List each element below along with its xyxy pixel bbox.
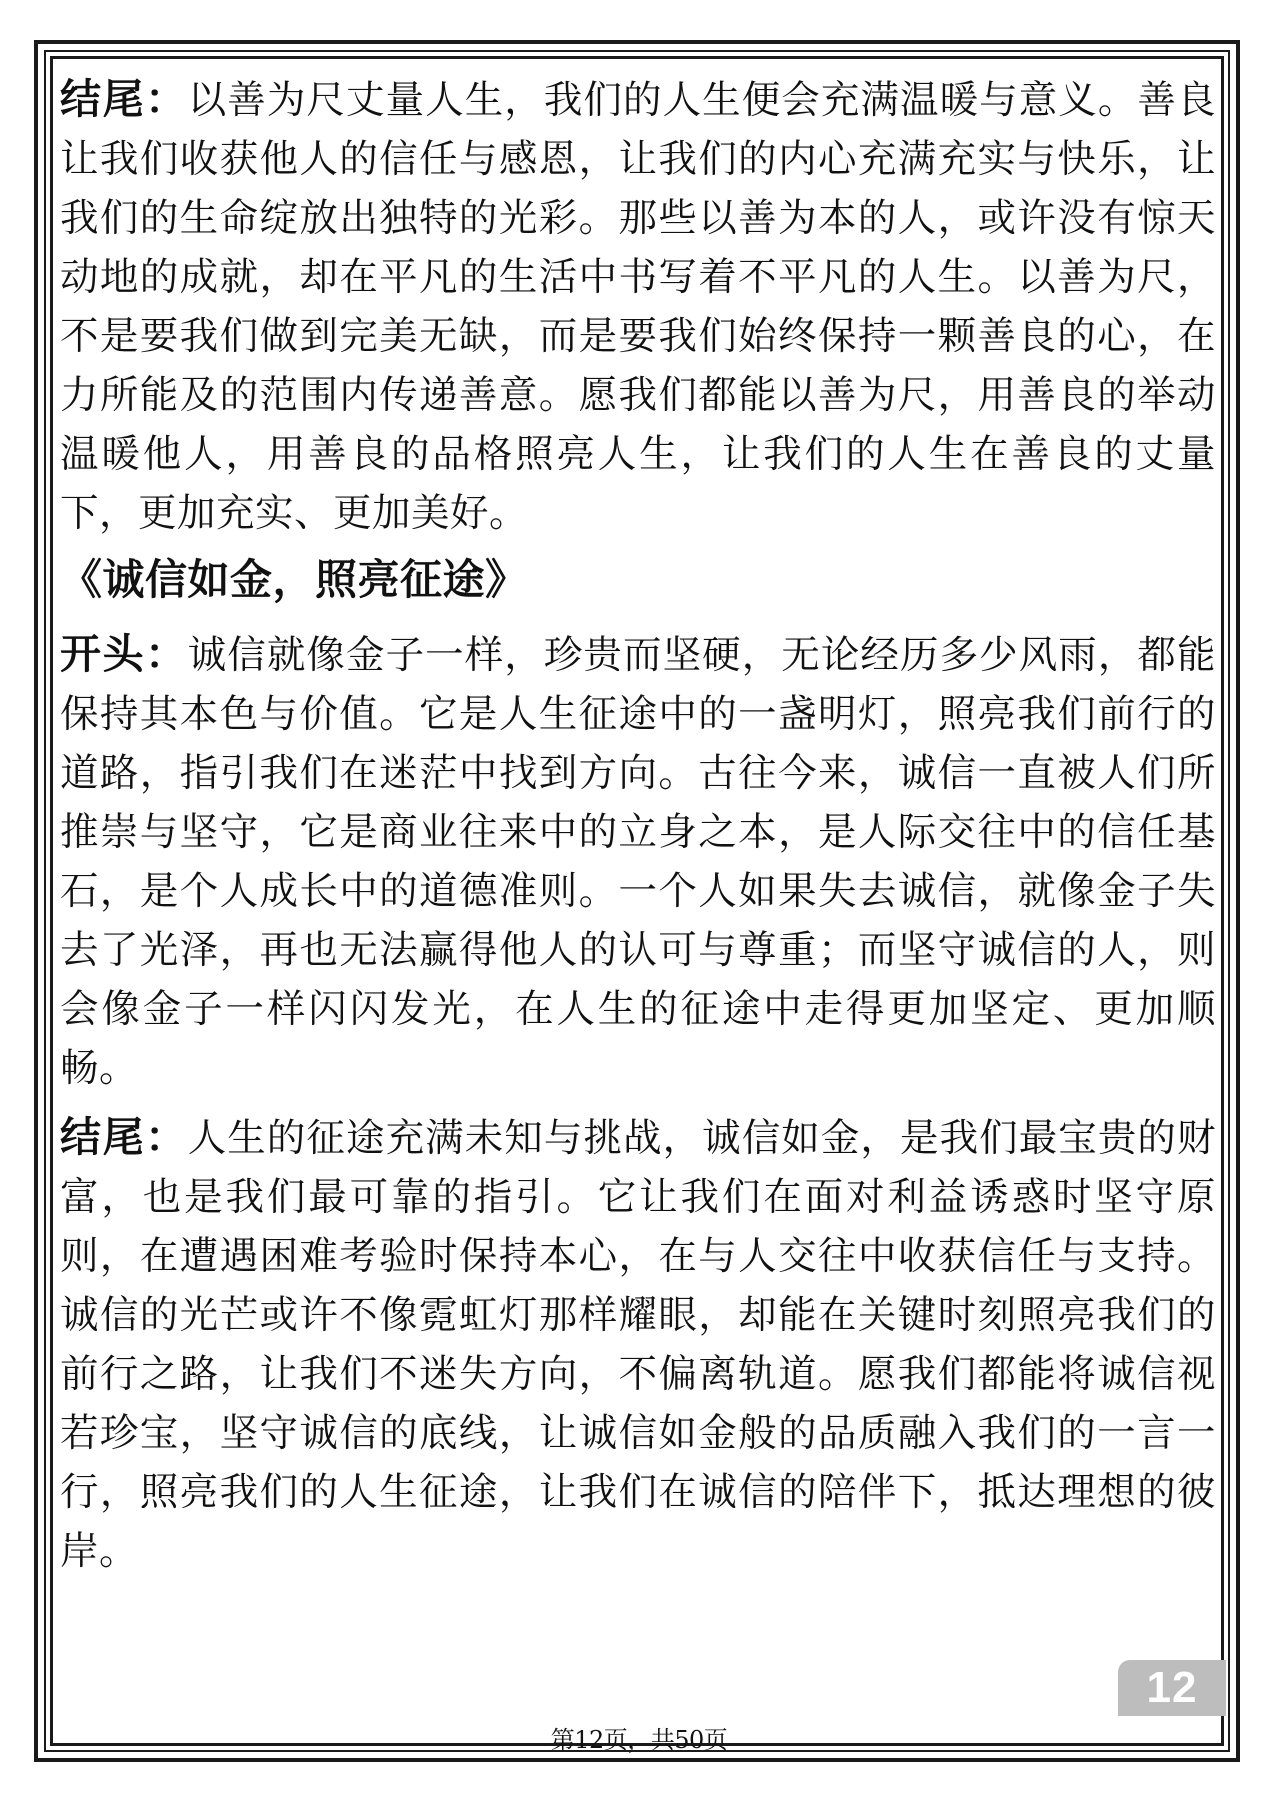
- spacer: [60, 1098, 1216, 1108]
- essay-title: 《诚信如金，照亮征途》: [60, 555, 528, 604]
- conclusion-paragraph-1: [60, 70, 1216, 543]
- section-label: 结尾：: [60, 75, 188, 123]
- opening-paragraph: [60, 625, 1216, 1098]
- page-footer: 第12页，共50页: [550, 1726, 728, 1754]
- paragraph-text: 诚信就像金子一样，珍贵而坚硬，无论经历多少风雨，都能保持其本色与价值。它是人生征途中的一盏明灯，照亮我们前行的道路，指引我们在迷茫中找到方向。古往今来，诚信一直被人们所推崇与坚守，它是商业往来中的立身之本，是人际交往中的信任基石，是个人成长中的道德准则。一个人如果失去诚信，就像金子失去了光泽，再也无法赢得他人的认可与尊重；而坚守诚信的人，则会像金子一样闪闪发光，在人生的征途中走得更加坚定、更加顺畅。: [60, 633, 1216, 1091]
- page-number-badge: 12: [1118, 1660, 1226, 1716]
- paragraph-text: 人生的征途充满未知与挑战，诚信如金，是我们最宝贵的财富，也是我们最可靠的指引。它让我们在面对利益诱惑时坚守原则，在遭遇困难考验时保持本心，在与人交往中收获信任与支持。诚信的光芒或许不像霓虹灯那样耀眼，却能在关键时刻照亮我们的前行之路，让我们不迷失方向，不偏离轨道。愿我们都能将诚信视若珍宝，坚守诚信的底线，让诚信如金般的品质融入我们的一言一行，照亮我们的人生征途，让我们在诚信的陪伴下，抵达理想的彼岸。: [60, 1116, 1216, 1574]
- section-label: 开头：: [60, 630, 188, 678]
- conclusion-paragraph-2: [60, 1108, 1216, 1581]
- section-label: 结尾：: [60, 1113, 188, 1161]
- document-body: [60, 70, 1216, 1581]
- paragraph-text: 以善为尺丈量人生，我们的人生便会充满温暖与意义。善良让我们收获他人的信任与感恩，让我们的内心充满充实与快乐，让我们的生命绽放出独特的光彩。那些以善为本的人，或许没有惊天动地的成就，却在平凡的生活中书写着不平凡的人生。以善为尺，不是要我们做到完美无缺，而是要我们始终保持一颗善良的心，在力所能及的范围内传递善意。愿我们都能以善为尺，用善良的举动温暖他人，用善良的品格照亮人生，让我们的人生在善良的丈量下，更加充实、更加美好。: [60, 78, 1216, 536]
